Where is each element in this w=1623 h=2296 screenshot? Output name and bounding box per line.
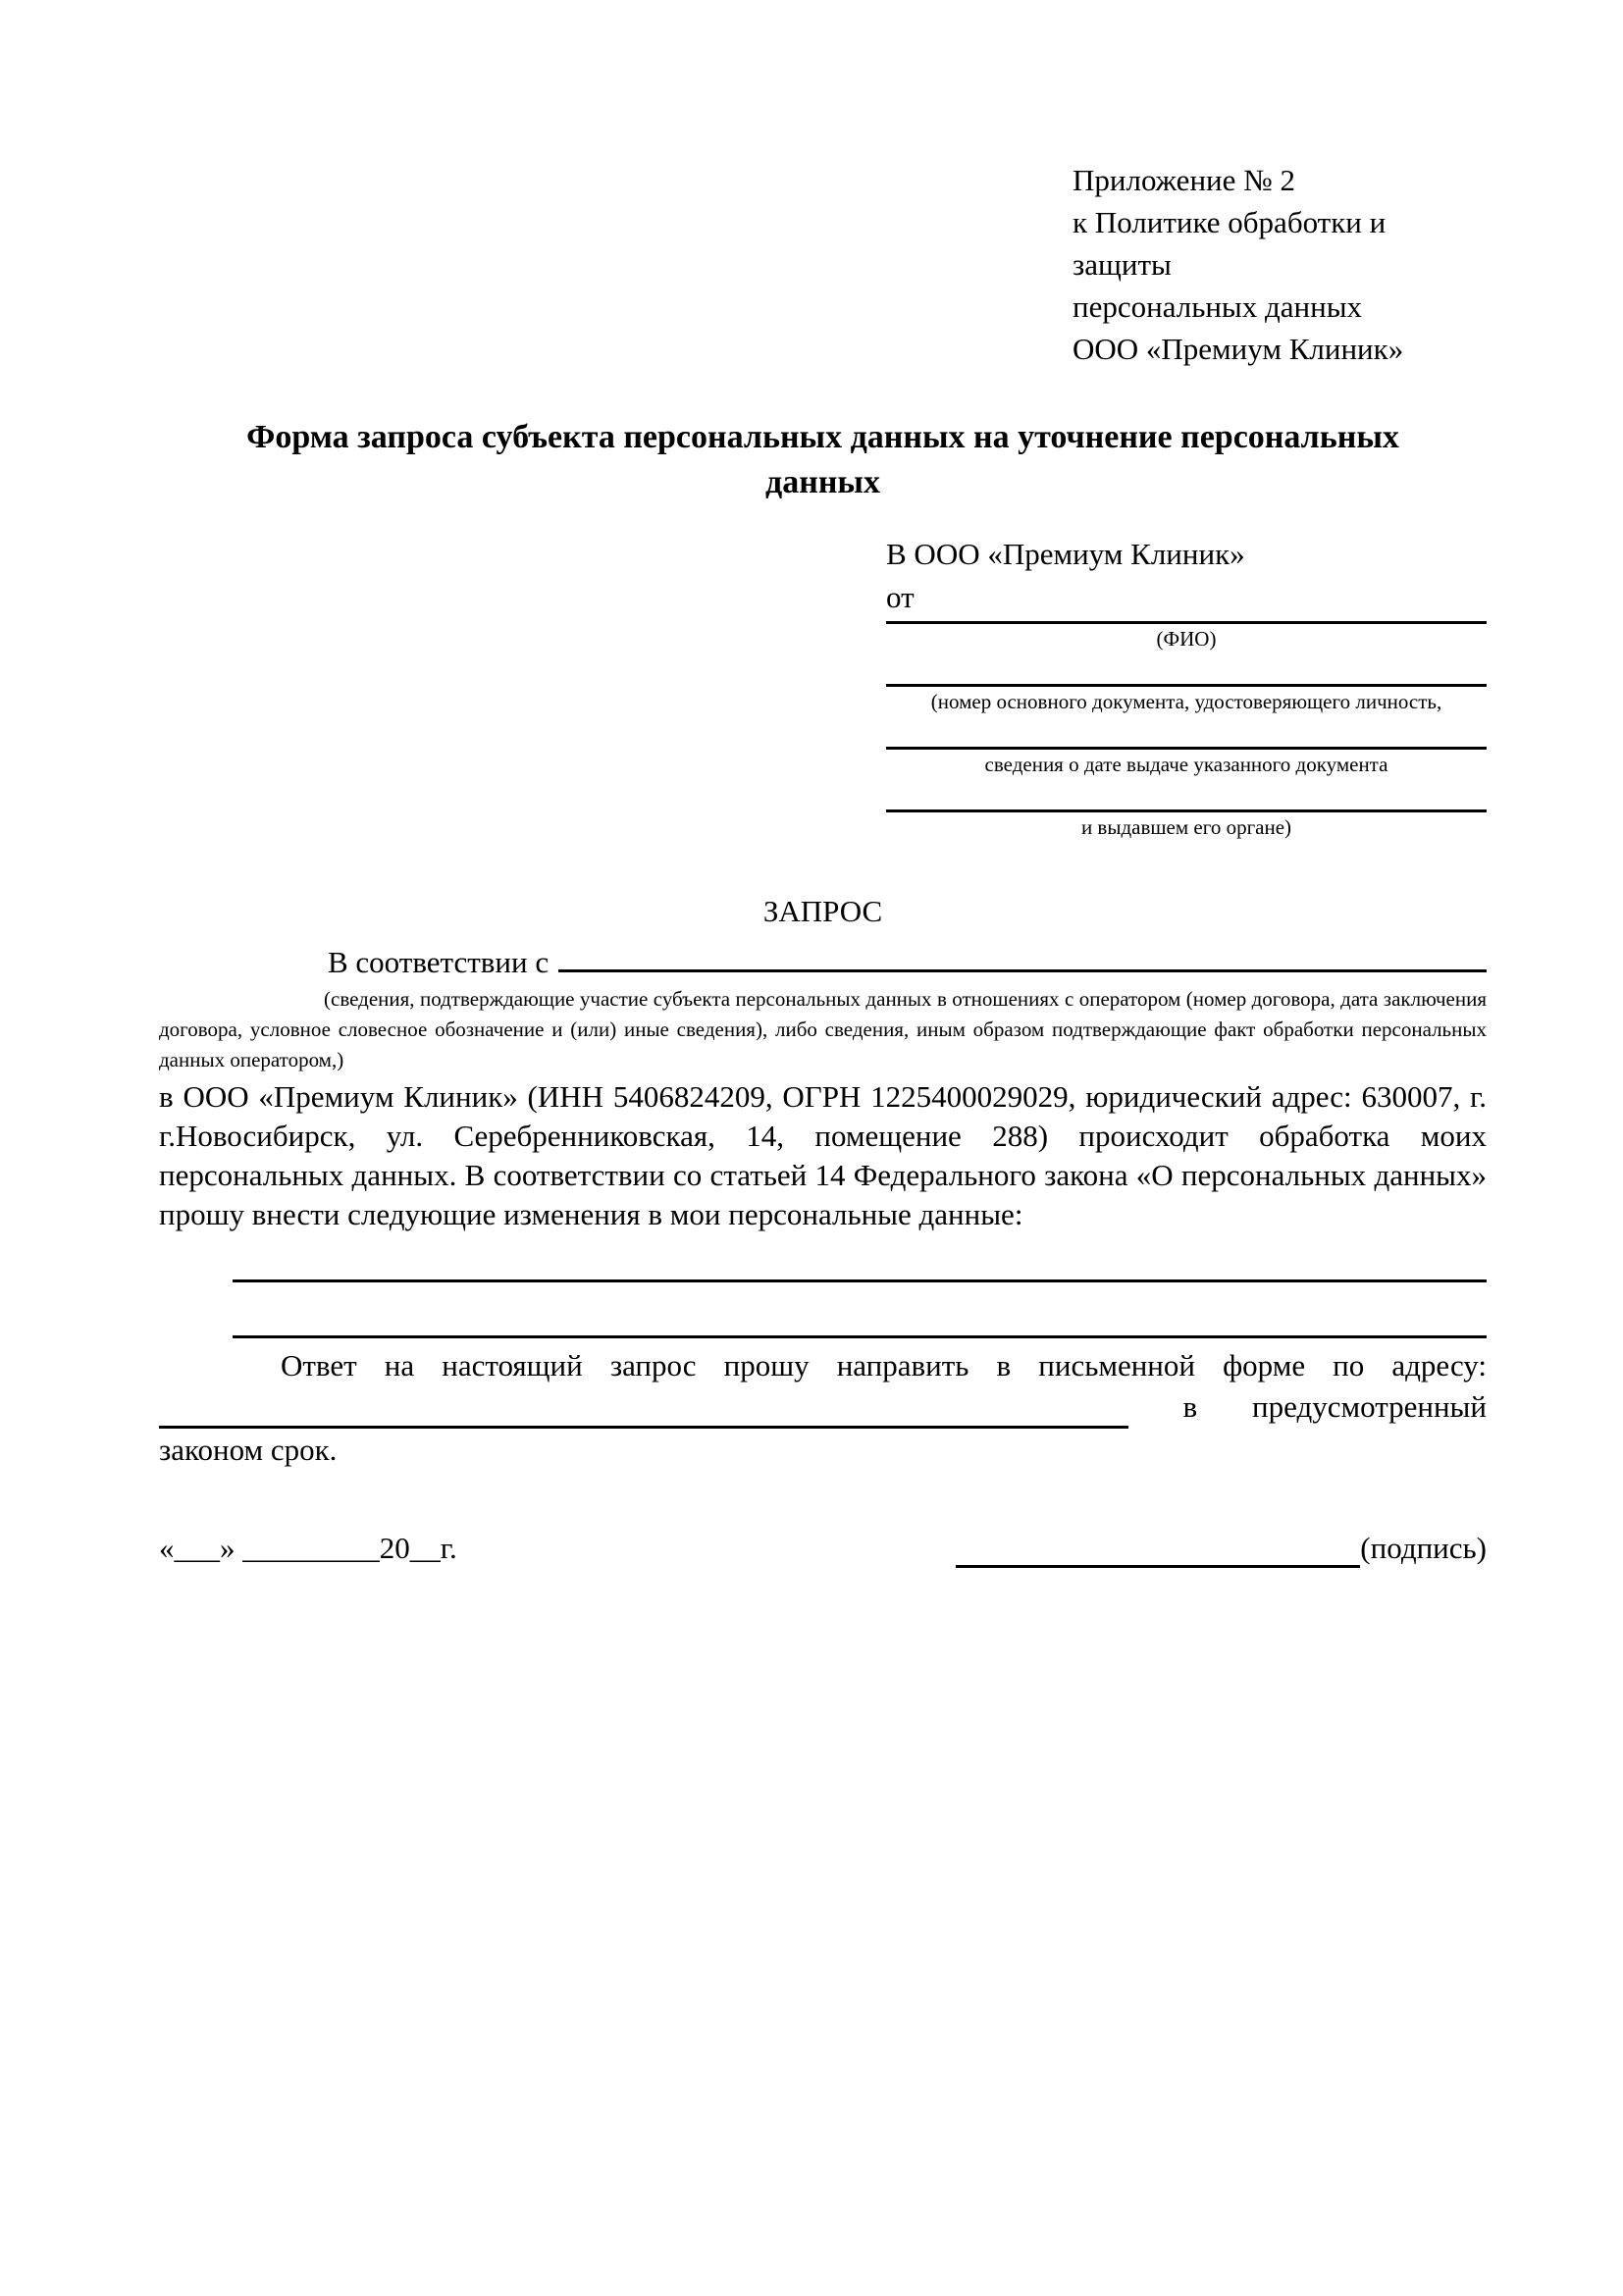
- id-document-caption: (номер основного документа, удостоверяющего личность,: [930, 690, 1442, 713]
- signature-caption: (подпись): [1360, 1531, 1487, 1565]
- addressee-block: [886, 533, 1487, 842]
- reply-word-v: в: [1182, 1389, 1198, 1424]
- id-document-blank-line: [886, 653, 1487, 687]
- addressee-from: от: [886, 580, 915, 614]
- body-paragraph: в ООО «Премиум Клиник» (ИНН 5406824209, ОГРН 1225400029029, юридический адрес: 630007, г. г.Новосибирск, ул. Серебренниковская, 14, помещение 288) происходит обработка моих персональных данных. В соответствии со статьей 14 Федерального закона «О персональных данных» прошу внести следующие изменения в мои персональные данные:: [159, 1079, 1487, 1231]
- accordance-footnote: (сведения, подтверждающие участие субъекта персональных данных в отношениях с оператором (номер договора, дата заключения договора, условное словесное обозначение и (или) иные сведения), либо сведения, иным образом подтверждающие факт обработки персональных данных оператором,): [159, 987, 1487, 1071]
- changes-blank-line-2: [233, 1282, 1487, 1338]
- issue-date-field: [886, 716, 1487, 779]
- address-blank-line: [159, 1390, 1128, 1429]
- annex-line: к Политике обработки и защиты: [1073, 205, 1387, 282]
- issuer-blank-line: [886, 779, 1487, 812]
- fio-caption: (ФИО): [1156, 627, 1217, 651]
- annex-line: Приложение № 2: [1073, 163, 1295, 197]
- signature-blank-line: [956, 1532, 1360, 1568]
- annex-line: ООО «Премиум Клиник»: [1073, 332, 1404, 366]
- issue-date-blank-line: [886, 716, 1487, 750]
- reply-sentence: Ответ на настоящий запрос прошу направить в письменной форме по адресу:: [281, 1348, 1487, 1383]
- date-signature-row: [159, 1529, 1487, 1568]
- reply-address-row: [159, 1385, 1487, 1429]
- annex-block: [1073, 159, 1487, 370]
- reply-last-line: законом срок.: [159, 1433, 338, 1467]
- id-document-field: [886, 653, 1487, 716]
- issuer-caption: и выдавшем его органе): [1080, 815, 1292, 839]
- signature-group: [956, 1529, 1487, 1568]
- request-heading: ЗАПРОС: [762, 894, 883, 928]
- changes-blank-line-1: [233, 1240, 1487, 1282]
- annex-line: персональных данных: [1073, 289, 1363, 324]
- accordance-lead: В соответствии с: [328, 945, 550, 979]
- accordance-line: [159, 936, 1487, 982]
- addressee-to: В ООО «Премиум Клиник»: [886, 537, 1245, 571]
- issue-date-caption: сведения о дате выдаче указанного документа: [984, 753, 1388, 776]
- accordance-blank-line: [558, 936, 1487, 972]
- reply-word-predusmotrenny: предусмотренный: [1252, 1389, 1487, 1424]
- document-title: Форма запроса субъекта персональных данных на уточнение персональных данных: [246, 419, 1399, 500]
- date-line: «___» _________20__г.: [159, 1531, 457, 1565]
- issuer-field: [886, 779, 1487, 842]
- fio-field: [886, 619, 1487, 653]
